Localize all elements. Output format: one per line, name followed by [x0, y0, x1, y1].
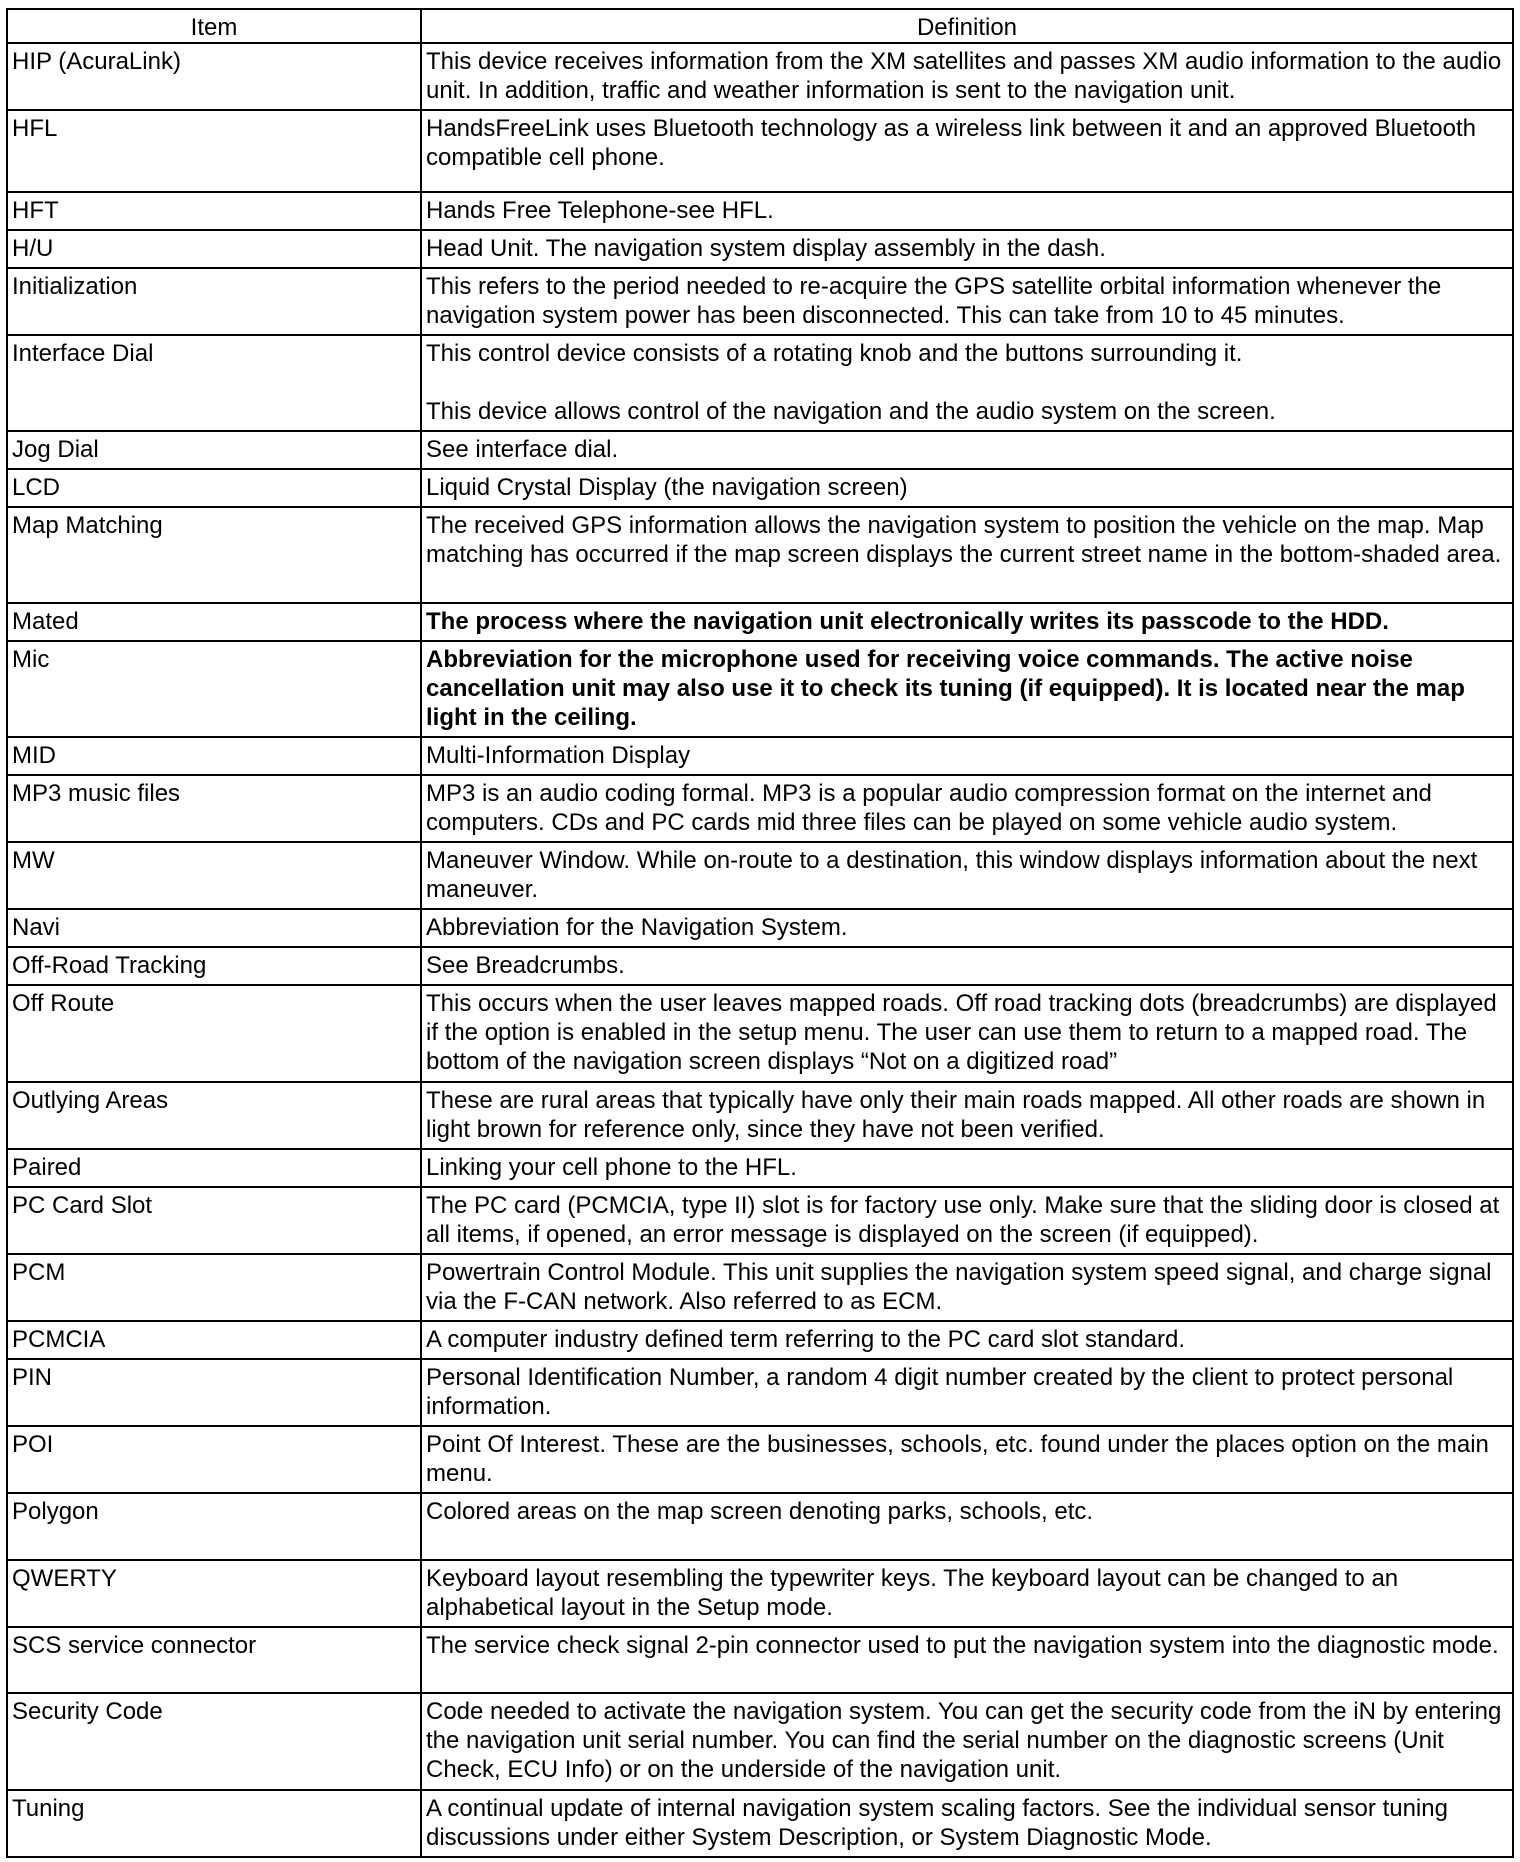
table-row: [7, 230, 1513, 268]
item-definition: A continual update of internal navigation system scaling factors. See the individual sensor tuning discussions under either System Description, or System Diagnostic Mode.: [421, 1790, 1513, 1857]
item-term: HFT: [7, 192, 421, 230]
item-definition: See interface dial.: [421, 431, 1513, 469]
item-term: Initialization: [7, 268, 421, 335]
item-term: PCMCIA: [7, 1321, 421, 1359]
item-definition: Liquid Crystal Display (the navigation screen): [421, 469, 1513, 507]
item-definition: The received GPS information allows the navigation system to position the vehicle on the map. Map matching has occurred if the map screen displays the current street name in the bottom-shaded area.: [421, 507, 1513, 603]
item-term: LCD: [7, 469, 421, 507]
table-row: [7, 268, 1513, 335]
item-term: PC Card Slot: [7, 1187, 421, 1254]
item-column-header: Item: [7, 9, 421, 43]
item-term: Off Route: [7, 985, 421, 1082]
item-definition: This refers to the period needed to re-acquire the GPS satellite orbital information whenever the navigation system power has been disconnected. This can take from 10 to 45 minutes.: [421, 268, 1513, 335]
item-definition: Colored areas on the map screen denoting parks, schools, etc.: [421, 1493, 1513, 1560]
item-definition: Point Of Interest. These are the businesses, schools, etc. found under the places option on the main menu.: [421, 1426, 1513, 1493]
item-term: QWERTY: [7, 1560, 421, 1627]
item-definition: HandsFreeLink uses Bluetooth technology as a wireless link between it and an approved Bluetooth compatible cell phone.: [421, 110, 1513, 192]
item-term: Navi: [7, 909, 421, 947]
item-definition: Head Unit. The navigation system display assembly in the dash.: [421, 230, 1513, 268]
table-row: [7, 43, 1513, 110]
item-term: Off-Road Tracking: [7, 947, 421, 985]
table-row: [7, 775, 1513, 842]
item-term: Map Matching: [7, 507, 421, 603]
item-term: Mated: [7, 603, 421, 641]
table-row: [7, 1560, 1513, 1627]
item-definition: Hands Free Telephone-see HFL.: [421, 192, 1513, 230]
table-row: [7, 947, 1513, 985]
item-definition: These are rural areas that typically have only their main roads mapped. All other roads are shown in light brown for reference only, since they have not been verified.: [421, 1082, 1513, 1149]
header-row: [7, 9, 1513, 43]
table-row: [7, 192, 1513, 230]
item-term: H/U: [7, 230, 421, 268]
item-definition: Keyboard layout resembling the typewriter keys. The keyboard layout can be changed to an alphabetical layout in the Setup mode.: [421, 1560, 1513, 1627]
item-definition: Maneuver Window. While on-route to a destination, this window displays information about the next maneuver.: [421, 842, 1513, 909]
table-row: [7, 1790, 1513, 1857]
item-term: MW: [7, 842, 421, 909]
item-definition: MP3 is an audio coding formal. MP3 is a popular audio compression format on the internet and computers. CDs and PC cards mid three files can be played on some vehicle audio system.: [421, 775, 1513, 842]
item-definition: This device receives information from the XM satellites and passes XM audio information to the audio unit. In addition, traffic and weather information is sent to the navigation unit.: [421, 43, 1513, 110]
item-term: Tuning: [7, 1790, 421, 1857]
item-term: Mic: [7, 641, 421, 737]
item-term: MID: [7, 737, 421, 775]
item-definition: Multi-Information Display: [421, 737, 1513, 775]
item-definition: This control device consists of a rotating knob and the buttons surrounding it. This device allows control of the navigation and the audio system on the screen.: [421, 335, 1513, 431]
item-term: Jog Dial: [7, 431, 421, 469]
item-definition: The PC card (PCMCIA, type II) slot is for factory use only. Make sure that the sliding door is closed at all items, if opened, an error message is displayed on the screen (if equipped).: [421, 1187, 1513, 1254]
item-term: POI: [7, 1426, 421, 1493]
table-row: [7, 842, 1513, 909]
table-row: [7, 1693, 1513, 1790]
item-term: MP3 music files: [7, 775, 421, 842]
table-row: [7, 1149, 1513, 1187]
item-definition: A computer industry defined term referring to the PC card slot standard.: [421, 1321, 1513, 1359]
table-row: [7, 110, 1513, 192]
table-row: [7, 985, 1513, 1082]
table-row: [7, 1426, 1513, 1493]
item-definition: See Breadcrumbs.: [421, 947, 1513, 985]
table-row: [7, 469, 1513, 507]
item-definition: Linking your cell phone to the HFL.: [421, 1149, 1513, 1187]
item-term: PIN: [7, 1359, 421, 1426]
item-term: HIP (AcuraLink): [7, 43, 421, 110]
table-row: [7, 1627, 1513, 1693]
table-row: [7, 1321, 1513, 1359]
item-definition: Powertrain Control Module. This unit supplies the navigation system speed signal, and charge signal via the F-CAN network. Also referred to as ECM.: [421, 1254, 1513, 1321]
item-term: Interface Dial: [7, 335, 421, 431]
table-row: [7, 1359, 1513, 1426]
table-row: [7, 641, 1513, 737]
item-term: HFL: [7, 110, 421, 192]
item-definition: This occurs when the user leaves mapped roads. Off road tracking dots (breadcrumbs) are displayed if the option is enabled in the setup menu. The user can use them to return to a mapped road. The bottom of the navigation screen displays “Not on a digitized road”: [421, 985, 1513, 1082]
definition-column-header: Definition: [421, 9, 1513, 43]
table-row: [7, 909, 1513, 947]
table-row: [7, 1187, 1513, 1254]
glossary-table: [6, 8, 1514, 1858]
item-definition: Personal Identification Number, a random 4 digit number created by the client to protect personal information.: [421, 1359, 1513, 1426]
table-row: [7, 737, 1513, 775]
item-definition: Abbreviation for the microphone used for receiving voice commands. The active noise cancellation unit may also use it to check its tuning (if equipped). It is located near the map light in the ceiling.: [421, 641, 1513, 737]
table-row: [7, 431, 1513, 469]
item-term: SCS service connector: [7, 1627, 421, 1693]
table-row: [7, 603, 1513, 641]
table-row: [7, 335, 1513, 431]
item-definition: The process where the navigation unit electronically writes its passcode to the HDD.: [421, 603, 1513, 641]
item-term: Outlying Areas: [7, 1082, 421, 1149]
item-term: Paired: [7, 1149, 421, 1187]
table-row: [7, 1254, 1513, 1321]
item-term: PCM: [7, 1254, 421, 1321]
table-row: [7, 507, 1513, 603]
item-definition: The service check signal 2-pin connector used to put the navigation system into the diagnostic mode.: [421, 1627, 1513, 1693]
glossary-rows: [7, 43, 1513, 1857]
item-term: Security Code: [7, 1693, 421, 1790]
item-term: Polygon: [7, 1493, 421, 1560]
item-definition: Code needed to activate the navigation system. You can get the security code from the iN by entering the navigation unit serial number. You can find the serial number on the diagnostic screens (Unit Check, ECU Info) or on the underside of the navigation unit.: [421, 1693, 1513, 1790]
item-definition: Abbreviation for the Navigation System.: [421, 909, 1513, 947]
table-row: [7, 1082, 1513, 1149]
table-row: [7, 1493, 1513, 1560]
